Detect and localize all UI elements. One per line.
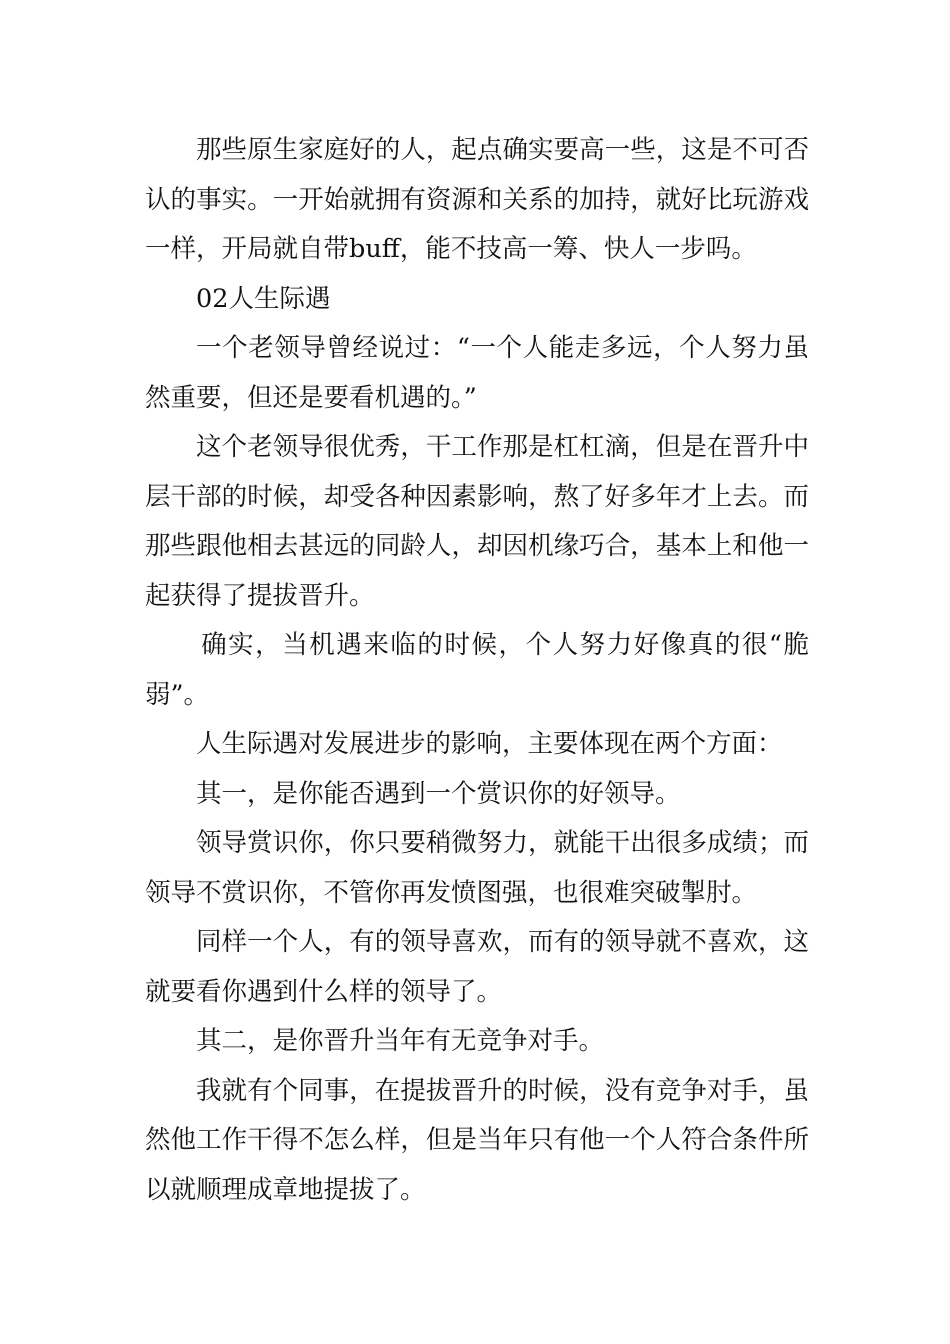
paragraph-leader-appreciation: 领导赏识你，你只要稍微努力，就能干出很多成绩；而领导不赏识你，不管你再发愤图强，也很难突破掣肘。 (145, 828, 809, 908)
paragraph-old-leader-story: 这个老领导很优秀，干工作那是杠杠滴，但是在晋升中层干部的时候，却受各种因素影响，熬了好多年才上去。而那些跟他相去甚远的同龄人，却因机缘巧合，基本上和他一起获得了提拔晋升。 (145, 432, 809, 611)
paragraph-colleague-story: 我就有个同事，在提拔晋升的时候，没有竞争对手，虽然他工作干得不怎么样，但是当年只有他一个人符合条件所以就顺理成章地提拔了。 (145, 1075, 809, 1205)
paragraph-same-person: 同样一个人，有的领导喜欢，而有的领导就不喜欢，这就要看你遇到什么样的领导了。 (145, 927, 809, 1007)
paragraph-two-aspects: 人生际遇对发展进步的影响，主要体现在两个方面： (196, 729, 783, 759)
paragraph-old-leader-quote: 一个老领导曾经说过：“一个人能走多远，个人努力虽然重要，但还是要看机遇的。” (145, 333, 809, 413)
section-heading-life-opportunity: 02人生际遇 (196, 283, 331, 314)
paragraph-aspect-two: 其二，是你晋升当年有无竞争对手。 (196, 1026, 605, 1056)
paragraph-effort-fragile: 确实，当机遇来临的时候，个人努力好像真的很“脆弱”。 (145, 630, 809, 710)
paragraph-family-background: 那些原生家庭好的人，起点确实要高一些，这是不可否认的事实。一开始就拥有资源和关系的加持，就好比玩游戏一样，开局就自带buff，能不技高一筹、快人一步吗。 (145, 135, 809, 264)
document-body (145, 126, 809, 1215)
paragraph-aspect-one: 其一，是你能否遇到一个赏识你的好领导。 (196, 778, 681, 809)
